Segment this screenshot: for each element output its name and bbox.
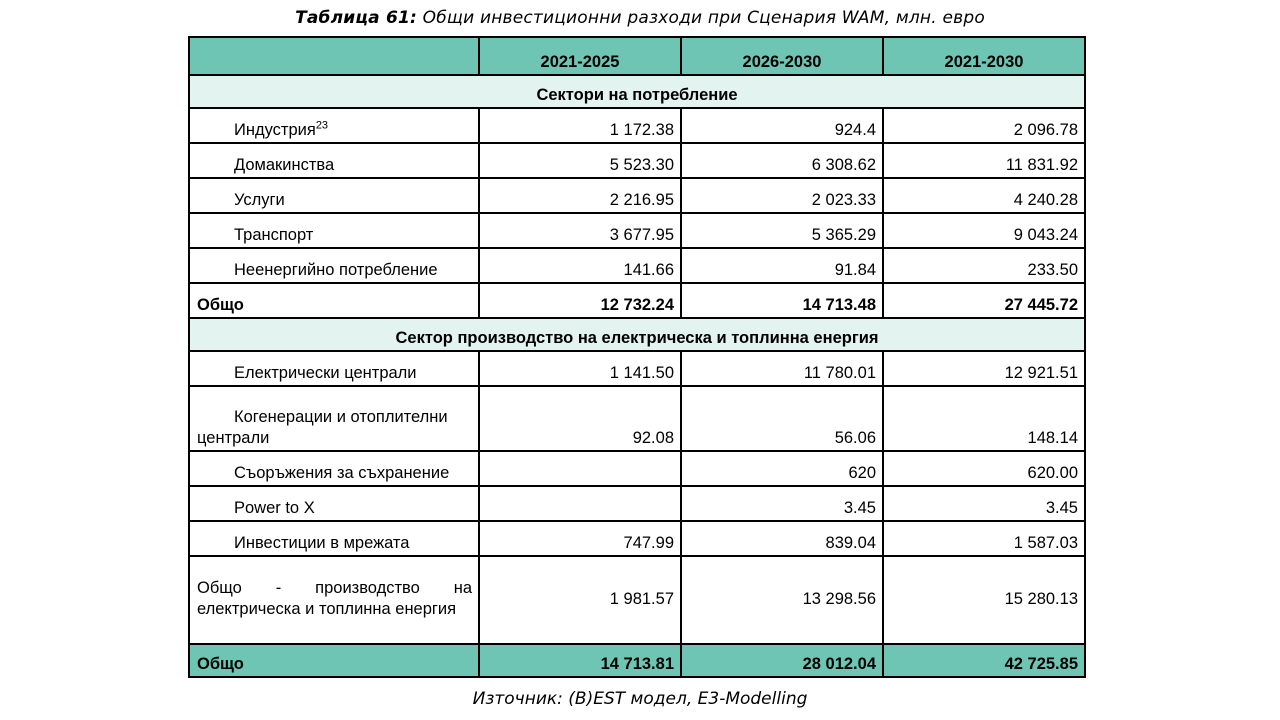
cell-value: 1 141.50 (479, 351, 681, 386)
cell-value: 12 921.51 (883, 351, 1085, 386)
cell-value: 3.45 (883, 486, 1085, 521)
row-label: Транспорт (189, 213, 479, 248)
header-cell-2021-2025: 2021-2025 (479, 37, 681, 75)
table-caption (0, 8, 1280, 28)
table-row (189, 213, 1085, 248)
investment-table (188, 36, 1086, 678)
grand-total-row (189, 644, 1085, 677)
footnote-ref: 23 (315, 119, 329, 132)
cell-value: 6 308.62 (681, 143, 883, 178)
cell-value: 2 096.78 (883, 108, 1085, 143)
row-label: Неенергийно потребление (189, 248, 479, 283)
cell-value (479, 451, 681, 486)
table-row (189, 108, 1085, 143)
cell-value: 42 725.85 (883, 644, 1085, 677)
header-row (189, 37, 1085, 75)
cell-value: 3 677.95 (479, 213, 681, 248)
header-cell-empty (189, 37, 479, 75)
cell-value: 148.14 (883, 386, 1085, 451)
cell-value: 620.00 (883, 451, 1085, 486)
row-label: Инвестиции в мрежата (189, 521, 479, 556)
row-label: Домакинства (189, 143, 479, 178)
cell-value: 28 012.04 (681, 644, 883, 677)
row-label: Съоръжения за съхранение (189, 451, 479, 486)
section-row-consumption (189, 75, 1085, 108)
cell-value: 839.04 (681, 521, 883, 556)
row-label: Индустрия$^{23}$ (189, 108, 479, 143)
cell-value: 1 981.57 (479, 556, 681, 644)
cell-value: 2 023.33 (681, 178, 883, 213)
header-cell-2021-2030: 2021-2030 (883, 37, 1085, 75)
cell-value: 15 280.13 (883, 556, 1085, 644)
cell-value: 12 732.24 (479, 283, 681, 318)
cell-value: 91.84 (681, 248, 883, 283)
table-row (189, 351, 1085, 386)
section-title: Сектор производство на електрическа и топлинна енергия (189, 318, 1085, 351)
row-label: Когенерации и отоплителни централи (189, 386, 479, 451)
table-row (189, 143, 1085, 178)
section-title: Сектори на потребление (189, 75, 1085, 108)
row-label: Услуги (189, 178, 479, 213)
table-row (189, 486, 1085, 521)
table-row (189, 451, 1085, 486)
cell-value: 3.45 (681, 486, 883, 521)
row-label: Общо - производство на електрическа и топлинна енергия (189, 556, 479, 644)
section-row-production (189, 318, 1085, 351)
cell-value: 924.4 (681, 108, 883, 143)
cell-value: 5 365.29 (681, 213, 883, 248)
cell-value: 11 780.01 (681, 351, 883, 386)
cell-value: 141.66 (479, 248, 681, 283)
cell-value: 56.06 (681, 386, 883, 451)
table-row (189, 248, 1085, 283)
caption-text: Общи инвестиционни разходи при Сценария WAM, млн. евро (417, 8, 985, 28)
cell-value: 1 587.03 (883, 521, 1085, 556)
production-total-row (189, 556, 1085, 644)
caption-prefix: Таблица 61: (295, 8, 418, 28)
cell-value: 11 831.92 (883, 143, 1085, 178)
table-row (189, 386, 1085, 451)
row-label: Електрически централи (189, 351, 479, 386)
cell-value: 9 043.24 (883, 213, 1085, 248)
table-row (189, 178, 1085, 213)
cell-value: 92.08 (479, 386, 681, 451)
row-label: Общо (189, 644, 479, 677)
row-label: Общо (189, 283, 479, 318)
table-row (189, 521, 1085, 556)
header-cell-2026-2030: 2026-2030 (681, 37, 883, 75)
cell-value: 1 172.38 (479, 108, 681, 143)
cell-value (479, 486, 681, 521)
cell-value: 14 713.81 (479, 644, 681, 677)
row-label: Power to X (189, 486, 479, 521)
cell-value: 2 216.95 (479, 178, 681, 213)
cell-value: 747.99 (479, 521, 681, 556)
consumption-total-row (189, 283, 1085, 318)
cell-value: 5 523.30 (479, 143, 681, 178)
cell-value: 13 298.56 (681, 556, 883, 644)
cell-value: 233.50 (883, 248, 1085, 283)
source-note: Източник: (B)EST модел, E3-Modelling (472, 689, 808, 709)
cell-value: 4 240.28 (883, 178, 1085, 213)
cell-value: 14 713.48 (681, 283, 883, 318)
cell-value: 620 (681, 451, 883, 486)
cell-value: 27 445.72 (883, 283, 1085, 318)
